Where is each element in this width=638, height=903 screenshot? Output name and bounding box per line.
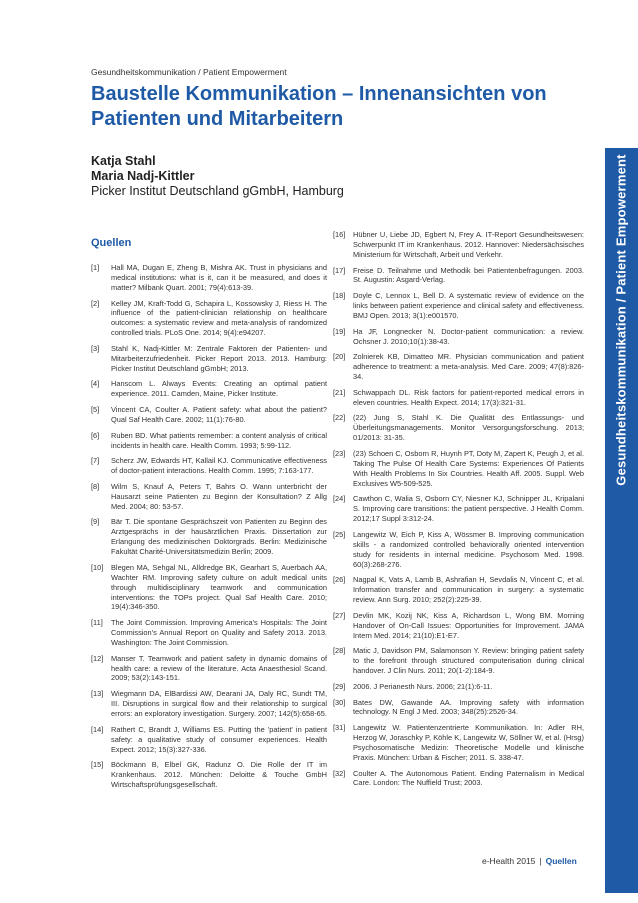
reference-item xyxy=(91,379,327,399)
reference-item xyxy=(333,291,584,321)
reference-item xyxy=(91,725,327,755)
reference-number: [17] xyxy=(333,265,346,275)
reference-item xyxy=(91,618,327,648)
references-left-column xyxy=(91,263,327,796)
reference-text: The Joint Commission. Improving America's Hospitals: The Joint Commission's Annual Report on Quality and Safety 2013. 2013. Washington: The Joint Commission. xyxy=(111,618,327,647)
reference-item xyxy=(333,723,584,763)
reference-number: [22] xyxy=(333,413,346,423)
reference-text: Langewitz W. Patientenzentrierte Kommunikation. In: Adler RH, Herzog W, Joraschky P, Köhle K, Langewitz W, Söllner W, et al. (Hrsg) Psychosomatische Medizin: Theoretische Modelle und klinische Praxis. München: Urban & Fischer; 2011. S. 338-47. xyxy=(353,723,584,762)
reference-text: Böckmann B, Elbel GK, Radunz O. Die Rolle der IT im Krankenhaus. 2012. München: Deloitte & Touche GmbH Wirtschaftsprüfungsgesellschaft. xyxy=(111,760,327,790)
reference-item xyxy=(333,449,584,489)
reference-text: Wilm S, Knauf A, Peters T, Bahrs O. Wann unterbricht der Hausarzt seine Patienten zu Beginn der Konsultation? Z Allg Med. 2004; 80: 53-57. xyxy=(111,481,327,511)
reference-number: [3] xyxy=(91,343,100,353)
reference-number: [18] xyxy=(333,291,346,301)
reference-item xyxy=(91,299,327,339)
reference-number: [19] xyxy=(333,326,346,336)
reference-item xyxy=(91,517,327,557)
reference-number: [15] xyxy=(91,760,104,770)
reference-number: [13] xyxy=(91,689,104,699)
reference-text: (23) Schoen C, Osborn R, Huynh PT, Doty M, Zapert K, Peugh J, et al. Taking The Pulse Of Health Care Systems: Experiences Of Patients With Health Problems In Six Countries. Health Aff. 2005. Suppl. Web Exclusives W5-509-525. xyxy=(353,448,584,488)
reference-text: Matic J, Davidson PM, Salamonson Y. Review: bringing patient safety to the forefront through structured computerisation during clinical handover. J Clin Nurs. 2011; 20(1-2):184-9. xyxy=(353,646,584,676)
reference-text: Scherz JW, Edwards HT, Kallail KJ. Communicative effectiveness of doctor-patient interactions. Health Comm. 1995; 7:163-177. xyxy=(111,456,327,476)
reference-number: [29] xyxy=(333,681,346,691)
reference-item xyxy=(333,230,584,260)
reference-number: [23] xyxy=(333,448,346,458)
reference-item xyxy=(91,689,327,719)
reference-number: [25] xyxy=(333,529,346,539)
reference-text: Rathert C, Brandt J, Williams ES. Putting the 'patient' in patient safety: a qualitative study of consumer experiences. Health Expect. 2012; 15(3):327-336. xyxy=(111,724,327,754)
reference-number: [24] xyxy=(333,494,346,504)
reference-text: Schwappach DL. Risk factors for patient-reported medical errors in eleven countries. Health Expect. 2014; 17(3):321-31. xyxy=(353,387,584,407)
reference-item xyxy=(333,327,584,347)
reference-number: [21] xyxy=(333,387,346,397)
reference-text: Hanscom L. Always Events: Creating an optimal patient experience. 2011. Camden, Maine, Picker Institute. xyxy=(111,379,327,399)
reference-item xyxy=(333,698,584,718)
reference-number: [7] xyxy=(91,456,100,466)
reference-item xyxy=(333,352,584,382)
reference-text: Nagpal K, Vats A, Lamb B, Ashrafian H, Sevdalis N, Vincent C, et al. Information transfer and communication in surgery: a systematic review. Ann Surg. 2010; 252(2):225-39. xyxy=(353,575,584,605)
reference-number: [5] xyxy=(91,405,100,415)
reference-item xyxy=(333,575,584,605)
reference-number: [16] xyxy=(333,230,346,239)
reference-text: Stahl K, Nadj-Kittler M: Zentrale Faktoren der Patienten- und Mitarbeiterzufriedenheit. Picker Report 2013. 2013. Hamburg: Picker Institut Deutschland gGmbH; 2013. xyxy=(111,343,327,373)
reference-text: Zolnierek KB, Dimatteo MR. Physician communication and patient adherence to treatment: a meta-analysis. Med Care. 2009; 47(8):826-34. xyxy=(353,352,584,382)
reference-text: Wiegmann DA, ElBardissi AW, Dearani JA, Daly RC, Sundt TM, III. Disruptions in surgical flow and their relationship to surgical errors: an exploratory investigation. Surgery. 2007; 142(5):658-65. xyxy=(111,689,327,718)
reference-number: [2] xyxy=(91,298,100,308)
reference-item xyxy=(91,482,327,512)
reference-item xyxy=(91,760,327,790)
reference-text: Manser T. Teamwork and patient safety in dynamic domains of health care: a review of the literature. Acta Anaesthesiol Scand. 2009; 53(2):143-151. xyxy=(111,653,327,683)
reference-item xyxy=(333,388,584,408)
reference-text: Coulter A. The Autonomous Patient. Ending Paternalism in Medical Care. London: The Nuffield Trust; 2003. xyxy=(353,768,584,788)
reference-number: [12] xyxy=(91,653,104,663)
reference-item xyxy=(91,563,327,613)
header-kicker: Gesundheitskommunikation / Patient Empowerment xyxy=(91,67,287,77)
reference-item xyxy=(91,431,327,451)
reference-item xyxy=(333,413,584,443)
reference-text: Hall MA, Dugan E, Zheng B, Mishra AK. Trust in physicians and medical institutions: what is it, can it be measured, and does it matter? Milbank Quart. 2001; 79(4):613-39. xyxy=(111,263,327,292)
reference-item xyxy=(333,530,584,570)
reference-text: Kelley JM, Kraft-Todd G, Schapira L, Kossowsky J, Riess H. The influence of the patient-clinician relationship on healthcare outcomes: a systematic review and meta-analysis of randomized controlled trials. PLoS One. 2014; 9(4):e94207. xyxy=(111,298,327,338)
reference-number: [4] xyxy=(91,379,100,389)
reference-item xyxy=(333,611,584,641)
reference-item xyxy=(333,494,584,524)
reference-number: [10] xyxy=(91,562,104,572)
reference-number: [6] xyxy=(91,430,100,440)
reference-item xyxy=(91,405,327,425)
reference-text: Doyle C, Lennox L, Bell D. A systematic review of evidence on the links between patient experience and clinical safety and effectiveness. BMJ Open. 2013; 3(1):e001570. xyxy=(353,291,584,320)
reference-text: Blegen MA, Sehgal NL, Alldredge BK, Gearhart S, Auerbach AA, Wachter RM. Improving safety culture on adult medical units through multidisciplinary teamwork and communication interventions: the TOPs project. Qual Saf Health Care. 2010; 19(4):346-350. xyxy=(111,562,327,612)
reference-item xyxy=(91,263,327,293)
reference-number: [28] xyxy=(333,646,346,656)
references-heading: Quellen xyxy=(91,237,132,249)
author-name: Katja Stahl xyxy=(91,154,156,168)
reference-text: 2006. J Perianesth Nurs. 2006; 21(1):6-11. xyxy=(353,681,493,691)
reference-item xyxy=(91,344,327,374)
footer-section: Quellen xyxy=(545,856,577,866)
reference-text: Vincent CA, Coulter A. Patient safety: what about the patient? Qual Saf Health Care. 2002; 11(1):76-80. xyxy=(111,405,327,424)
sidebar-label: Gesundheitskommunikation / Patient Empowerment xyxy=(613,154,629,486)
reference-text: Hübner U, Liebe JD, Egbert N, Frey A. IT-Report Gesundheitswesen: Schwerpunkt IT im Krankenhaus. 2012. Hannover: Niedersächsisches Ministerium für Wirtschaft, Arbeit und Verkehr. xyxy=(353,230,584,259)
reference-item xyxy=(333,769,584,789)
reference-item xyxy=(333,646,584,676)
reference-text: Devlin MK, Kozij NK, Kiss A, Richardson L, Wong BM. Morning Handover of On-Call Issues: Opportunities for Improvement. JAMA Intern Med. 2014; 21(10):E1-E7. xyxy=(353,610,584,640)
reference-text: Bates DW, Gawande AA. Improving safety with information technology. N Engl J Med. 2003; 348(25):2526-34. xyxy=(353,697,584,717)
reference-text: Langewitz W, Eich P, Kiss A, Wössmer B. Improving communication skills - a randomized controlled behaviorally oriented intervention study for residents in internal medicine. Psychosom Med. 1998. 60(3):268-276. xyxy=(353,529,584,569)
reference-text: Cawthon C, Walia S, Osborn CY, Niesner KJ, Schnipper JL, Kripalani S. Improving care transitions: the patient perspective. J Health Comm. 2012;17 Suppl 3:312-24. xyxy=(353,494,584,524)
author-affiliation: Picker Institut Deutschland gGmbH, Hamburg xyxy=(91,184,344,198)
reference-number: [9] xyxy=(91,517,100,527)
reference-item xyxy=(333,266,584,286)
references-right-column xyxy=(333,230,584,794)
reference-text: Bär T. Die spontane Gesprächszeit von Patienten zu Beginn des Arztgesprächs in der hausärztlichen Praxis. Dissertation zur Erlangung des medizinischen Doktorgrads. Berlin: Medizinische Fakultät Charité-Universitätsmedizin Berlin; 2009. xyxy=(111,517,327,557)
reference-item xyxy=(91,654,327,684)
reference-text: Ruben BD. What patients remember: a content analysis of critical incidents in health care. Health Comm. 1993; 5:99-112. xyxy=(111,430,327,450)
reference-number: [30] xyxy=(333,697,346,707)
reference-number: [8] xyxy=(91,481,100,491)
reference-number: [26] xyxy=(333,575,346,585)
reference-item xyxy=(91,456,327,476)
footer-separator: | xyxy=(539,856,542,866)
reference-number: [32] xyxy=(333,768,346,778)
reference-number: [20] xyxy=(333,352,346,362)
reference-number: [31] xyxy=(333,723,346,733)
page-footer xyxy=(482,856,577,866)
author-name: Maria Nadj-Kittler xyxy=(91,169,195,183)
reference-number: [11] xyxy=(91,618,103,628)
footer-journal: e-Health 2015 xyxy=(482,856,536,866)
reference-number: [1] xyxy=(91,263,100,272)
reference-number: [27] xyxy=(333,610,346,620)
reference-text: Ha JF, Longnecker N. Doctor-patient communication: a review. Ochsner J. 2010;10(1):38-43. xyxy=(353,326,584,346)
reference-item xyxy=(333,682,584,692)
page-title: Baustelle Kommunikation – Innenansichten von Patienten und Mitarbeitern xyxy=(91,83,547,130)
reference-number: [14] xyxy=(91,724,104,734)
reference-text: Freise D. Teilnahme und Methodik bei Patientenbefragungen. 2003. St. Augustin: Asgard-Verlag. xyxy=(353,265,584,285)
reference-text: (22) Jung S, Stahl K. Die Qualität des Entlassungs- und Überleitungsmanagements. Monitor Versorgungsforschung. 2013; 01/2013: 31-35. xyxy=(353,413,584,443)
